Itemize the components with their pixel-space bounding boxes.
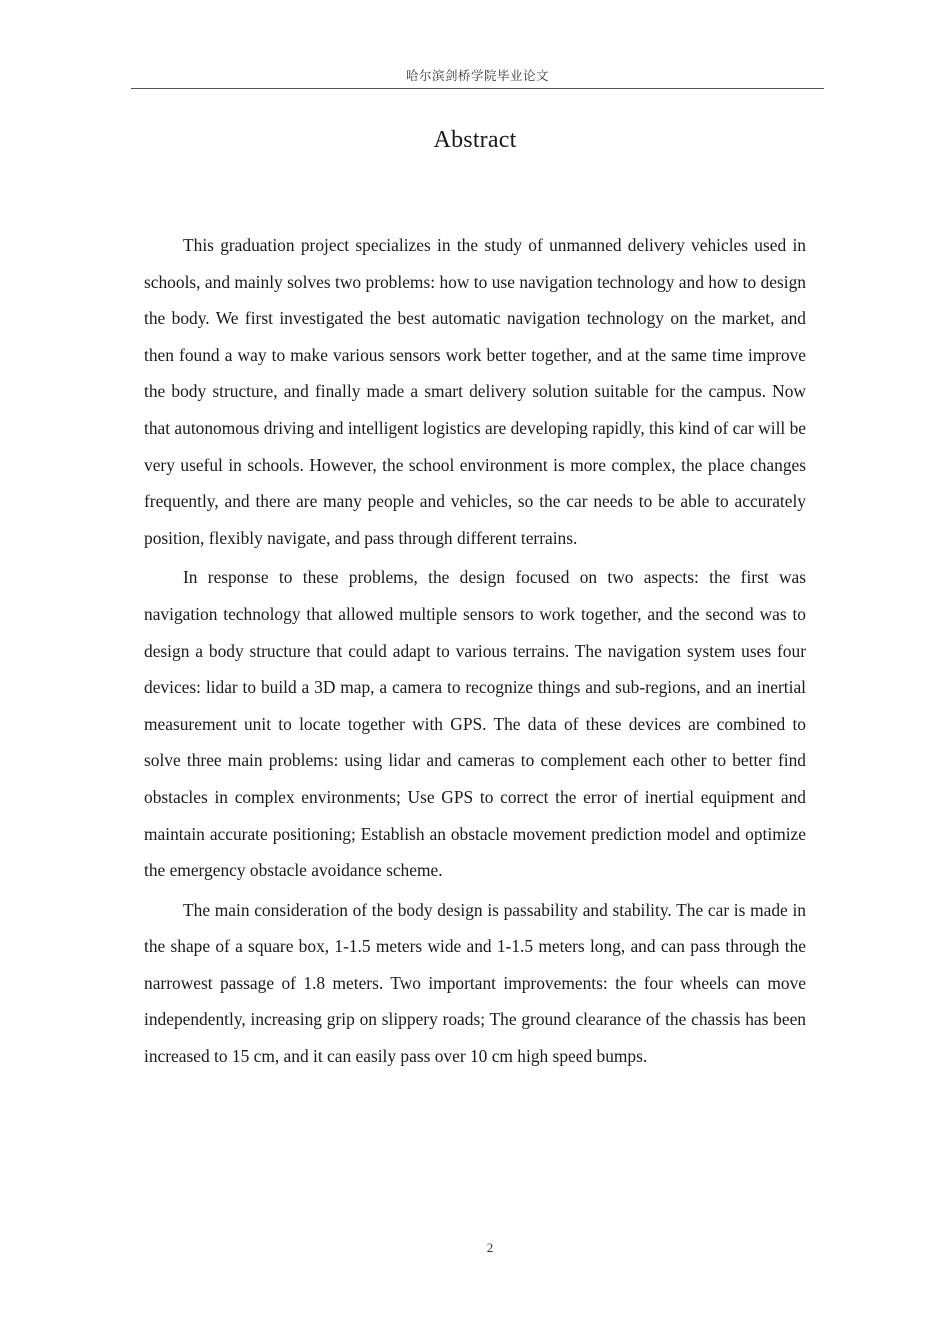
running-header: 哈尔滨剑桥学院毕业论文 [405,68,549,83]
abstract-paragraph: This graduation project specializes in the study of unmanned delivery vehicles used in schools, and mainly solves two problems: how to use navigation technology and how to design the body. We first investigated the best automatic navigation technology on the market, and then found a way to make various sensors work better together, and at the same time improve the body structure, and finally made a smart delivery solution suitable for the campus. Now that autonomous driving and intelligent logistics are developing rapidly, this kind of car will be very useful in schools. However, the school environment is more complex, the place changes frequently, and there are many people and vehicles, so the car needs to be able to accurately position, flexibly navigate, and pass through different terrains. [144,235,806,548]
page-number: 2 [486,1240,494,1255]
header-rule [131,88,824,89]
abstract-paragraph: The main consideration of the body design is passability and stability. The car is made in the shape of a square box, 1-1.5 meters wide and 1-1.5 meters long, and can pass through the narrowest passage of 1.8 meters. Two important improvements: the four wheels can move independently, increasing grip on slippery roads; The ground clearance of the chassis has been increased to 15 cm, and it can easily pass over 10 cm high speed bumps. [144,899,806,1067]
abstract-body [144,227,806,1075]
page-title: Abstract [433,127,517,153]
abstract-paragraph: In response to these problems, the design focused on two aspects: the first was navigation technology that allowed multiple sensors to work together, and the second was to design a body structure that could adapt to various terrains. The navigation system uses four devices: lidar to build a 3D map, a camera to recognize things and sub-regions, and an inertial measurement unit to locate together with GPS. The data of these devices are combined to solve three main problems: using lidar and cameras to complement each other to better find obstacles in complex environments; Use GPS to correct the error of inertial equipment and maintain accurate positioning; Establish an obstacle movement prediction model and optimize the emergency obstacle avoidance scheme. [144,567,806,881]
